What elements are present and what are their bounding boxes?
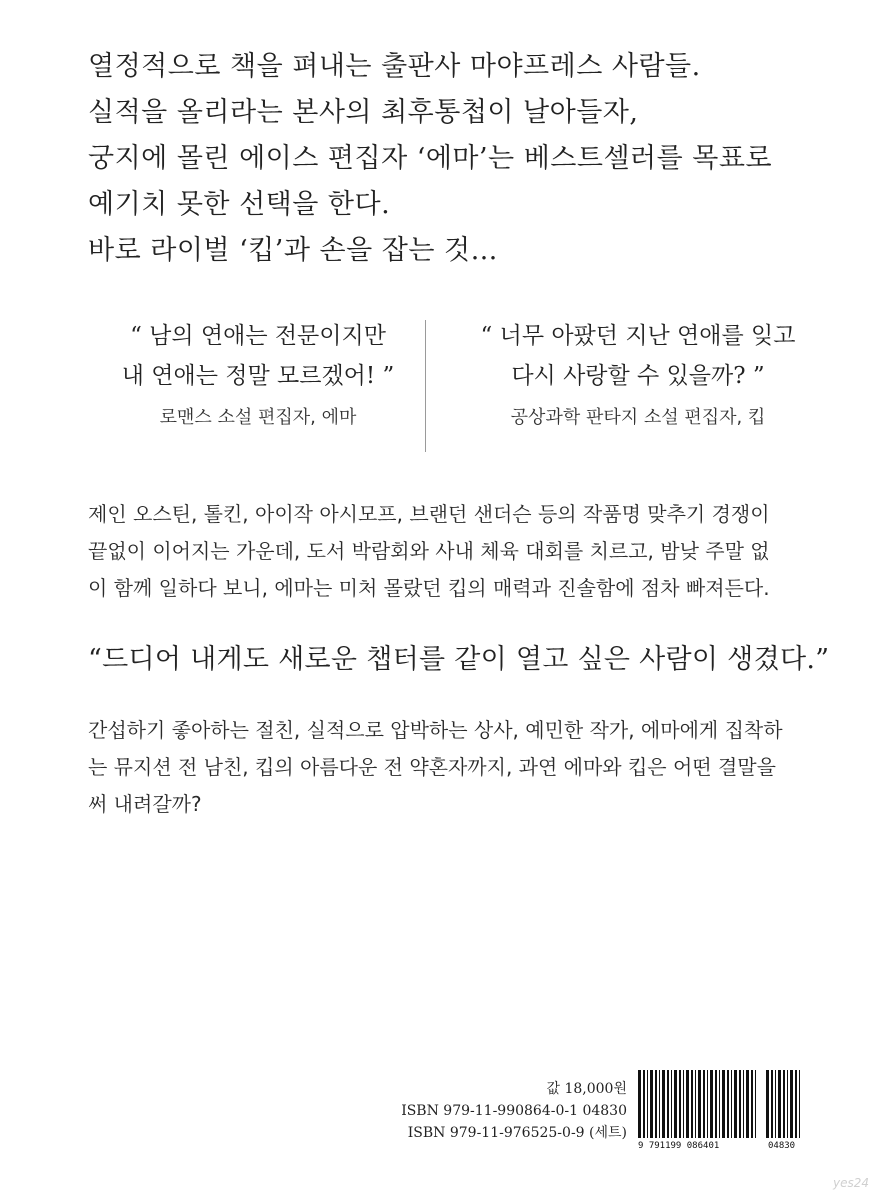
barcode-bar (731, 1070, 732, 1138)
quote-line: “ 너무 아팠던 지난 연애를 잊고 (480, 323, 796, 349)
barcode-bars-addon (766, 1070, 800, 1138)
barcode-bar (783, 1070, 785, 1138)
barcode-bar (771, 1070, 773, 1138)
intro-line: 실적을 올리라는 본사의 최후통첩이 날아들자, (88, 97, 639, 128)
barcode (636, 1070, 806, 1150)
barcode-bar (691, 1070, 693, 1138)
barcode-bar (686, 1070, 689, 1138)
barcode-bars-main (638, 1070, 756, 1138)
barcode-bar (655, 1070, 657, 1138)
paragraph-line: 간섭하기 좋아하는 절친, 실적으로 압박하는 상사, 예민한 작가, 에마에게 집착하 (88, 718, 783, 742)
paragraph-line: 끝없이 이어지는 가운데, 도서 박람회와 사내 체육 대회를 치르고, 밤낮 주말 없 (88, 539, 770, 563)
barcode-bar (695, 1070, 696, 1138)
barcode-bar (715, 1070, 717, 1138)
quotes-section (88, 316, 808, 456)
quote-line: “ 남의 연애는 전문이지만 (130, 323, 386, 349)
watermark-logo: yes24 (832, 1176, 869, 1190)
barcode-bar (659, 1070, 660, 1138)
barcode-bar (638, 1070, 641, 1138)
barcode-bar (650, 1070, 653, 1138)
paragraph-line: 제인 오스틴, 톨킨, 아이작 아시모프, 브랜던 샌더슨 등의 작품명 맞추기 경쟁이 (88, 502, 770, 526)
barcode-bar (739, 1070, 741, 1138)
quote-line: 다시 사랑할 수 있을까? ” (511, 363, 765, 389)
intro-text (88, 44, 808, 274)
quote-divider (425, 320, 426, 452)
barcode-bar (751, 1070, 753, 1138)
barcode-bar (778, 1070, 781, 1138)
quote-attribution: 공상과학 판타지 소설 편집자, 킵 (510, 407, 766, 428)
barcode-bar (734, 1070, 737, 1138)
quote-kip (468, 316, 808, 434)
barcode-bar (710, 1070, 713, 1138)
barcode-bar (671, 1070, 672, 1138)
quote-attribution: 로맨스 소설 편집자, 에마 (159, 407, 357, 428)
isbn-line: ISBN 979-11-990864-0-1 04830 (401, 1103, 627, 1119)
isbn-set-line: ISBN 979-11-976525-0-9 (세트) (407, 1125, 627, 1141)
barcode-bar (755, 1070, 756, 1138)
barcode-bar (719, 1070, 720, 1138)
barcode-bar (698, 1070, 701, 1138)
paragraph-line: 이 함께 일하다 보니, 에마는 미처 몰랐던 킵의 매력과 진솔함에 점차 빠져든다. (88, 576, 770, 600)
price-isbn-block (401, 1078, 627, 1144)
barcode-bar (727, 1070, 729, 1138)
barcode-bar (775, 1070, 776, 1138)
intro-line: 열정적으로 책을 펴내는 출판사 마야프레스 사람들. (88, 51, 701, 82)
barcode-bar (643, 1070, 645, 1138)
paragraph-line: 써 내려갈까? (88, 792, 202, 816)
intro-line: 예기치 못한 선택을 한다. (88, 189, 391, 220)
barcode-bar (722, 1070, 725, 1138)
barcode-bar (679, 1070, 681, 1138)
barcode-bar (787, 1070, 788, 1138)
barcode-bar (667, 1070, 669, 1138)
highlight-quote: “드디어 내게도 새로운 챕터를 같이 열고 싶은 사람이 생겼다.” (88, 644, 830, 675)
barcode-bar (743, 1070, 744, 1138)
barcode-main-digits: 9 791199 086401 (638, 1141, 720, 1150)
barcode-bar (674, 1070, 677, 1138)
intro-line: 바로 라이벌 ‘킵’과 손을 잡는 것… (88, 235, 499, 266)
synopsis-paragraph (88, 496, 808, 607)
barcode-bar (766, 1070, 769, 1138)
paragraph-line: 는 뮤지션 전 남친, 킵의 아름다운 전 약혼자까지, 과연 에마와 킵은 어떤 결말을 (88, 755, 776, 779)
barcode-bar (662, 1070, 665, 1138)
barcode-bar (703, 1070, 705, 1138)
barcode-addon-digits: 04830 (768, 1141, 796, 1150)
barcode-bar (683, 1070, 684, 1138)
barcode-bar (790, 1070, 793, 1138)
barcode-bar (795, 1070, 797, 1138)
quote-emma (88, 316, 428, 434)
barcode-bar (647, 1070, 648, 1138)
closing-paragraph (88, 712, 808, 823)
price-label: 값 18,000원 (546, 1081, 627, 1097)
barcode-bar (799, 1070, 800, 1138)
barcode-bar (746, 1070, 749, 1138)
intro-line: 궁지에 몰린 에이스 편집자 ‘에마’는 베스트셀러를 목표로 (88, 143, 773, 174)
quote-line: 내 연애는 정말 모르겠어! ” (121, 363, 395, 389)
barcode-bar (707, 1070, 708, 1138)
